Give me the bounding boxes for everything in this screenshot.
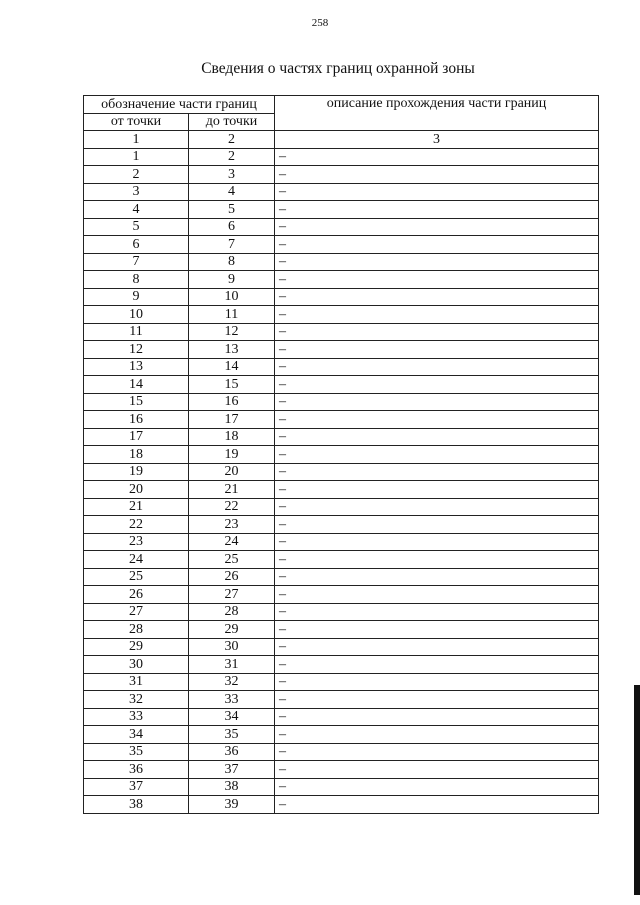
to-point-cell: 7 (189, 236, 275, 254)
description-cell: – (275, 481, 599, 499)
table-row (84, 271, 599, 289)
header-description: описание прохождения части границ (275, 96, 599, 131)
to-point-cell: 20 (189, 463, 275, 481)
to-point-cell: 18 (189, 428, 275, 446)
to-point-cell: 35 (189, 726, 275, 744)
table-body (84, 148, 599, 813)
description-cell: – (275, 201, 599, 219)
to-point-cell: 8 (189, 253, 275, 271)
table-row (84, 236, 599, 254)
table-row (84, 411, 599, 429)
to-point-cell: 19 (189, 446, 275, 464)
table-row (84, 796, 599, 814)
header-from-point: от точки (84, 113, 189, 131)
description-cell: – (275, 603, 599, 621)
table-row (84, 463, 599, 481)
table-row (84, 551, 599, 569)
table-row (84, 761, 599, 779)
to-point-cell: 36 (189, 743, 275, 761)
column-number-3: 3 (275, 131, 599, 149)
to-point-cell: 12 (189, 323, 275, 341)
table-row (84, 516, 599, 534)
table-row (84, 306, 599, 324)
from-point-cell: 2 (84, 166, 189, 184)
table-row (84, 568, 599, 586)
from-point-cell: 37 (84, 778, 189, 796)
description-cell: – (275, 586, 599, 604)
from-point-cell: 1 (84, 148, 189, 166)
table-row (84, 656, 599, 674)
to-point-cell: 10 (189, 288, 275, 306)
table-row (84, 253, 599, 271)
to-point-cell: 33 (189, 691, 275, 709)
table-row (84, 288, 599, 306)
to-point-cell: 26 (189, 568, 275, 586)
from-point-cell: 7 (84, 253, 189, 271)
table-row (84, 726, 599, 744)
description-cell: – (275, 323, 599, 341)
from-point-cell: 3 (84, 183, 189, 201)
to-point-cell: 21 (189, 481, 275, 499)
description-cell: – (275, 411, 599, 429)
table-row (84, 621, 599, 639)
to-point-cell: 28 (189, 603, 275, 621)
description-cell: – (275, 796, 599, 814)
table-header (84, 96, 599, 149)
to-point-cell: 3 (189, 166, 275, 184)
table-row (84, 603, 599, 621)
header-row-1 (84, 96, 599, 114)
table-row (84, 183, 599, 201)
description-cell: – (275, 183, 599, 201)
from-point-cell: 30 (84, 656, 189, 674)
description-cell: – (275, 148, 599, 166)
to-point-cell: 23 (189, 516, 275, 534)
page-number: 258 (311, 17, 329, 29)
from-point-cell: 38 (84, 796, 189, 814)
to-point-cell: 34 (189, 708, 275, 726)
from-point-cell: 10 (84, 306, 189, 324)
table-row (84, 498, 599, 516)
from-point-cell: 22 (84, 516, 189, 534)
to-point-cell: 11 (189, 306, 275, 324)
to-point-cell: 5 (189, 201, 275, 219)
description-cell: – (275, 761, 599, 779)
to-point-cell: 31 (189, 656, 275, 674)
from-point-cell: 11 (84, 323, 189, 341)
from-point-cell: 26 (84, 586, 189, 604)
from-point-cell: 25 (84, 568, 189, 586)
table-row (84, 218, 599, 236)
to-point-cell: 6 (189, 218, 275, 236)
from-point-cell: 13 (84, 358, 189, 376)
to-point-cell: 32 (189, 673, 275, 691)
to-point-cell: 37 (189, 761, 275, 779)
table-row (84, 743, 599, 761)
description-cell: – (275, 166, 599, 184)
table-row (84, 376, 599, 394)
table-row (84, 533, 599, 551)
from-point-cell: 9 (84, 288, 189, 306)
to-point-cell: 27 (189, 586, 275, 604)
from-point-cell: 27 (84, 603, 189, 621)
from-point-cell: 24 (84, 551, 189, 569)
table-row (84, 341, 599, 359)
table-row (84, 148, 599, 166)
description-cell: – (275, 271, 599, 289)
from-point-cell: 6 (84, 236, 189, 254)
description-cell: – (275, 516, 599, 534)
description-cell: – (275, 551, 599, 569)
to-point-cell: 39 (189, 796, 275, 814)
from-point-cell: 14 (84, 376, 189, 394)
to-point-cell: 2 (189, 148, 275, 166)
column-number-row (84, 131, 599, 149)
description-cell: – (275, 673, 599, 691)
to-point-cell: 38 (189, 778, 275, 796)
description-cell: – (275, 253, 599, 271)
description-cell: – (275, 498, 599, 516)
from-point-cell: 32 (84, 691, 189, 709)
description-cell: – (275, 376, 599, 394)
from-point-cell: 29 (84, 638, 189, 656)
column-number-2: 2 (189, 131, 275, 149)
to-point-cell: 4 (189, 183, 275, 201)
from-point-cell: 33 (84, 708, 189, 726)
description-cell: – (275, 568, 599, 586)
description-cell: – (275, 726, 599, 744)
description-cell: – (275, 638, 599, 656)
description-cell: – (275, 743, 599, 761)
table-row (84, 638, 599, 656)
to-point-cell: 16 (189, 393, 275, 411)
table-row (84, 201, 599, 219)
to-point-cell: 25 (189, 551, 275, 569)
from-point-cell: 31 (84, 673, 189, 691)
description-cell: – (275, 463, 599, 481)
description-cell: – (275, 236, 599, 254)
header-boundary-designation: обозначение части границ (84, 96, 275, 114)
table-row (84, 166, 599, 184)
from-point-cell: 5 (84, 218, 189, 236)
description-cell: – (275, 393, 599, 411)
from-point-cell: 19 (84, 463, 189, 481)
document-title: Сведения о частях границ охранной зоны (201, 60, 475, 77)
description-cell: – (275, 446, 599, 464)
to-point-cell: 13 (189, 341, 275, 359)
to-point-cell: 14 (189, 358, 275, 376)
table-row (84, 673, 599, 691)
table-row (84, 708, 599, 726)
to-point-cell: 29 (189, 621, 275, 639)
to-point-cell: 17 (189, 411, 275, 429)
description-cell: – (275, 306, 599, 324)
from-point-cell: 21 (84, 498, 189, 516)
from-point-cell: 20 (84, 481, 189, 499)
description-cell: – (275, 428, 599, 446)
table-row (84, 428, 599, 446)
from-point-cell: 28 (84, 621, 189, 639)
description-cell: – (275, 341, 599, 359)
description-cell: – (275, 691, 599, 709)
table-row (84, 323, 599, 341)
table-row (84, 393, 599, 411)
to-point-cell: 24 (189, 533, 275, 551)
table-row (84, 691, 599, 709)
column-number-1: 1 (84, 131, 189, 149)
table-row (84, 481, 599, 499)
to-point-cell: 15 (189, 376, 275, 394)
from-point-cell: 35 (84, 743, 189, 761)
from-point-cell: 18 (84, 446, 189, 464)
to-point-cell: 22 (189, 498, 275, 516)
description-cell: – (275, 656, 599, 674)
description-cell: – (275, 218, 599, 236)
description-cell: – (275, 358, 599, 376)
from-point-cell: 15 (84, 393, 189, 411)
description-cell: – (275, 533, 599, 551)
from-point-cell: 34 (84, 726, 189, 744)
table-row (84, 778, 599, 796)
description-cell: – (275, 288, 599, 306)
to-point-cell: 9 (189, 271, 275, 289)
description-cell: – (275, 621, 599, 639)
table-row (84, 446, 599, 464)
from-point-cell: 17 (84, 428, 189, 446)
table-row (84, 358, 599, 376)
from-point-cell: 8 (84, 271, 189, 289)
table-row (84, 586, 599, 604)
from-point-cell: 4 (84, 201, 189, 219)
to-point-cell: 30 (189, 638, 275, 656)
header-to-point: до точки (189, 113, 275, 131)
description-cell: – (275, 778, 599, 796)
from-point-cell: 16 (84, 411, 189, 429)
boundary-parts-table (83, 95, 599, 814)
from-point-cell: 36 (84, 761, 189, 779)
from-point-cell: 23 (84, 533, 189, 551)
description-cell: – (275, 708, 599, 726)
from-point-cell: 12 (84, 341, 189, 359)
scan-edge-mark (634, 685, 640, 895)
